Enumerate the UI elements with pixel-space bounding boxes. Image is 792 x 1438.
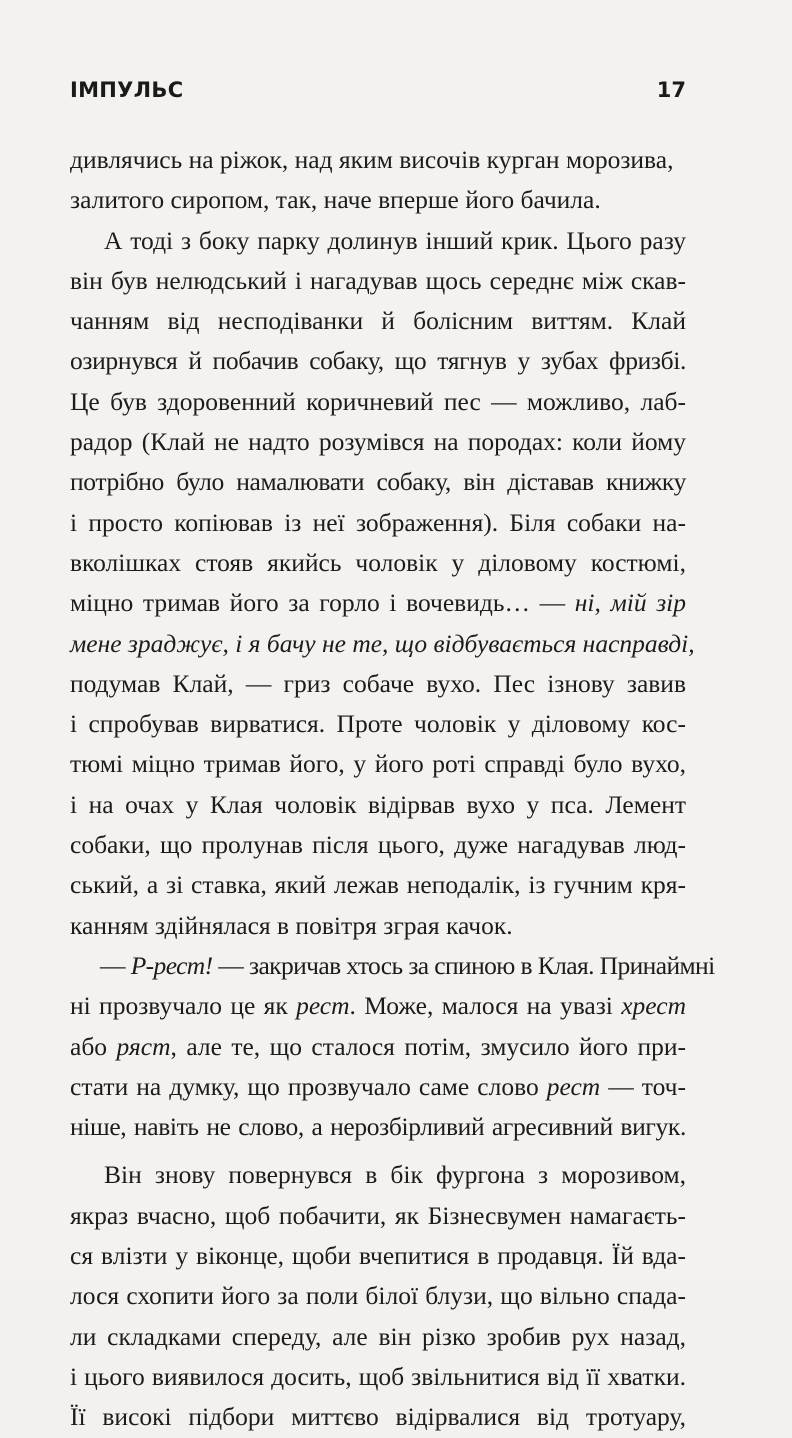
text-line — [70, 1067, 686, 1107]
text-line — [70, 1107, 686, 1147]
body-text — [70, 140, 715, 1438]
text-segment: ні прозвучало це як — [70, 991, 297, 1021]
text-segment: — точ- — [600, 1071, 686, 1101]
text-line — [70, 906, 686, 946]
text-segment: або — [70, 1031, 117, 1061]
text-segment: — закричав хтось за спиною в Клая. Принаймні — [212, 950, 715, 980]
italic-text: мене зраджує, і я бачу не те, що відбувається насправді, — [70, 628, 695, 658]
text-line — [70, 382, 686, 422]
text-line — [70, 1276, 686, 1316]
text-line — [70, 1196, 686, 1236]
text-segment: і просто копіював із неї зображення). Біля собаки на- — [70, 507, 686, 537]
running-head — [70, 78, 686, 110]
text-segment: , але те, що сталося потім, змусило його при- — [170, 1031, 686, 1061]
text-line — [70, 1317, 686, 1357]
text-segment: дивлячись на ріжок, над яким височів курган морозива, — [70, 145, 674, 174]
text-line — [70, 261, 686, 301]
text-segment: Він знову повернувся в бік фургона з морозивом, — [104, 1160, 686, 1190]
page-number: 17 — [656, 78, 686, 102]
text-segment: А тоді з боку парку долинув інший крик. Цього разу — [104, 225, 686, 255]
text-line — [70, 180, 686, 220]
italic-text: рест — [296, 991, 350, 1021]
italic-text: ні, мій зір — [574, 588, 686, 618]
text-segment: потрібно було намалювати собаку, він діставав книжку — [70, 467, 686, 497]
text-line — [70, 986, 686, 1026]
text-line — [70, 140, 686, 180]
text-segment: стати на думку, що прозвучало саме слово — [70, 1071, 547, 1101]
text-line — [70, 543, 686, 583]
italic-text: хрест — [621, 991, 687, 1021]
text-segment: Її високі підбори миттєво відірвалися від тротуару, — [70, 1402, 686, 1432]
text-segment: він був нелюдський і нагадував щось середнє між скав- — [70, 265, 686, 295]
text-line — [70, 624, 695, 664]
text-line — [70, 301, 686, 341]
text-line — [70, 1357, 686, 1397]
italic-text: Р-рест! — [130, 950, 213, 980]
text-segment: ли складками спереду, але він різко зробив рух назад, — [70, 1321, 686, 1351]
text-segment: ський, а зі ставка, який лежав неподалік, із гучним кря- — [70, 870, 686, 900]
text-segment: тюмі міцно тримав його, у його роті справді було вухо, — [70, 749, 686, 779]
text-line — [70, 744, 686, 784]
text-line — [70, 785, 686, 825]
text-segment: міцно тримав його за горло і вочевидь… — — [70, 588, 575, 618]
text-line — [70, 1027, 686, 1067]
text-segment: — — [100, 950, 131, 980]
text-line — [70, 1236, 686, 1276]
text-segment: озирнувся й побачив собаку, що тягнув у зубах фризбі. — [70, 346, 686, 376]
text-segment: і на очах у Клая чоловік відірвав вухо у пса. Лемент — [70, 789, 686, 819]
text-line — [70, 462, 686, 502]
text-segment: Це був здоровенний коричневий пес — можливо, лаб- — [70, 386, 686, 416]
text-segment: канням здійнялася в повітря зграя качок. — [70, 910, 513, 940]
text-line — [70, 946, 715, 986]
text-line — [70, 221, 686, 261]
text-line — [70, 583, 686, 623]
text-segment: . Може, малося на увазі — [349, 991, 622, 1021]
text-segment: ніше, навіть не слово, а нерозбірливий агресивний вигук. — [70, 1112, 686, 1142]
italic-text: рест — [546, 1071, 601, 1101]
text-line — [70, 865, 686, 905]
text-segment: і цього виявилося досить, щоб звільнитися від її хватки. — [70, 1361, 686, 1391]
text-line — [70, 1397, 686, 1437]
text-segment: залитого сиропом, так, наче вперше його бачила. — [70, 185, 601, 215]
text-segment: радор (Клай не надто розумівся на породах: коли йому — [70, 427, 686, 457]
text-line — [70, 825, 686, 865]
text-segment: подумав Клай, — гриз собаче вухо. Пес ізнову завив — [70, 668, 686, 698]
italic-text: ряст — [116, 1031, 171, 1061]
text-line — [70, 704, 686, 744]
text-segment: і спробував вирватися. Проте чоловік у діловому кос- — [70, 709, 686, 739]
text-line — [70, 341, 686, 381]
text-segment: чанням від несподіванки й болісним виттям. Клай — [70, 306, 686, 336]
text-line — [70, 503, 686, 543]
text-line — [70, 664, 686, 704]
text-segment: ся влізти у віконце, щоби вчепитися в продавця. Їй вда- — [70, 1241, 686, 1271]
text-segment: якраз вчасно, щоб побачити, як Бізнесвумен намагаєть- — [70, 1200, 686, 1230]
text-line — [70, 422, 686, 462]
text-segment: вколішках стояв якийсь чоловік у діловому костюмі, — [70, 547, 686, 577]
text-line — [70, 1155, 686, 1195]
book-title: ІМПУЛЬС — [70, 78, 184, 102]
text-segment: собаки, що пролунав після цього, дуже нагадував люд- — [70, 830, 686, 860]
text-segment: лося схопити його за поли білої блузи, що вільно спада- — [70, 1281, 686, 1311]
